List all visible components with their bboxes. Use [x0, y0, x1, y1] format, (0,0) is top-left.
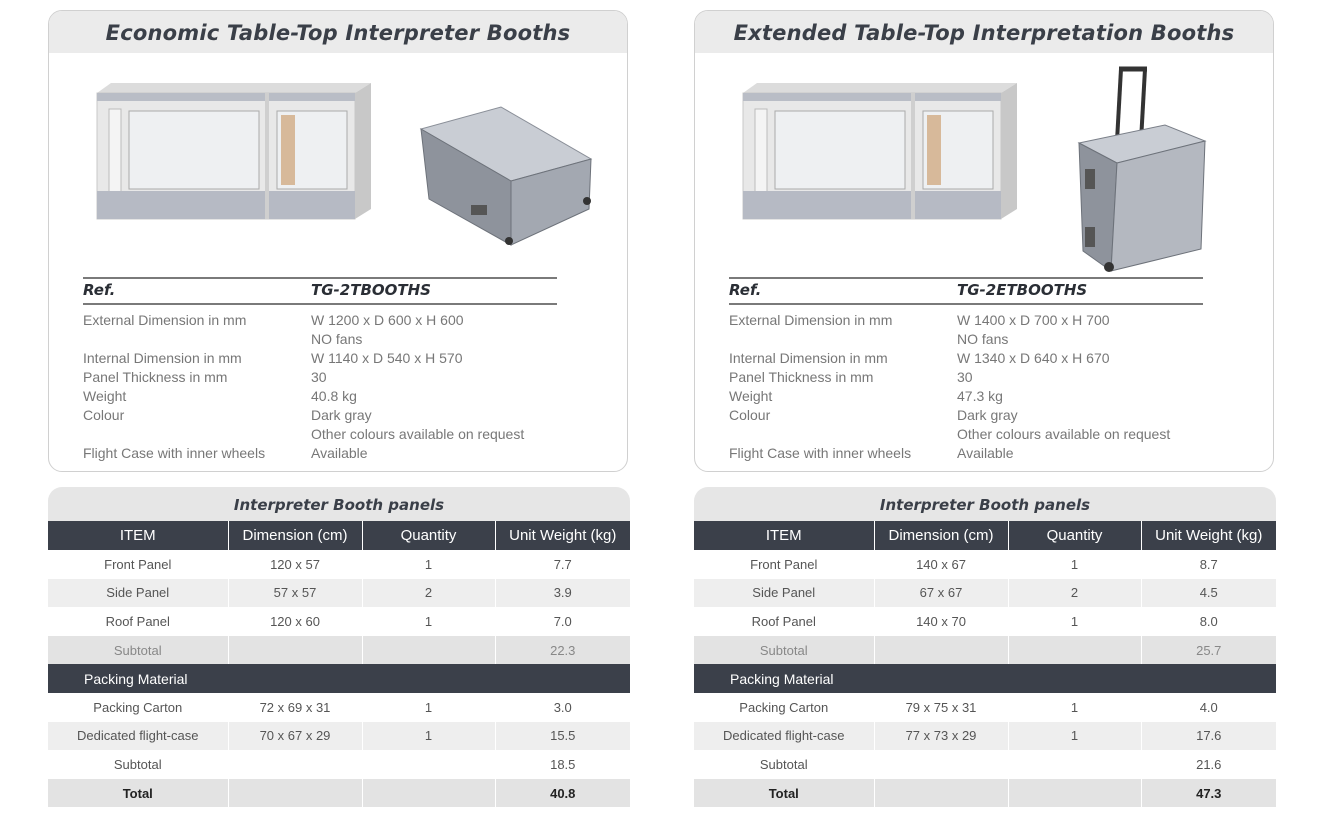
section-row-packing: Packing Material: [694, 664, 1276, 693]
total-row: Total 47.3: [694, 779, 1276, 808]
subtotal-row: Subtotal 25.7: [694, 636, 1276, 665]
spec-internal-dimension: Internal Dimension in mm W 1140 x D 540 x H 570: [83, 350, 463, 366]
table-row: Roof Panel 140 x 70 1 8.0: [694, 607, 1276, 636]
table-header-row: [48, 521, 630, 550]
spec-list: [83, 311, 583, 463]
total-row: Total 40.8: [48, 779, 630, 808]
col-header-item: ITEM: [48, 521, 228, 550]
spec-flight-case: Flight Case with inner wheels Available: [729, 445, 1014, 461]
table-row: Packing Carton 72 x 69 x 31 1 3.0: [48, 693, 630, 722]
spec-panel-thickness: Panel Thickness in mm 30: [729, 369, 973, 385]
table-title: Interpreter Booth panels: [694, 487, 1276, 521]
col-header-quantity: Quantity: [1008, 521, 1141, 550]
table-row: Dedicated flight-case 70 x 67 x 29 1 15.5: [48, 722, 630, 751]
spec-colour: Colour Dark gray Other colours available on request: [729, 407, 1171, 442]
product-title: Extended Table-Top Interpretation Booths: [695, 11, 1273, 53]
subtotal-row: Subtotal 21.6: [694, 750, 1276, 779]
col-header-unit-weight: Unit Weight (kg): [1141, 521, 1276, 550]
panels-table: [694, 521, 1276, 807]
col-header-dimension: Dimension (cm): [874, 521, 1008, 550]
spec-weight: Weight 40.8 kg: [83, 388, 357, 404]
product-card-economic: [48, 10, 628, 472]
subtotal-row: Subtotal 22.3: [48, 636, 630, 665]
product-title: Economic Table-Top Interpreter Booths: [49, 11, 627, 53]
ref-label: Ref.: [729, 281, 762, 299]
booth-product-image: [49, 59, 628, 279]
section-row-packing: Packing Material: [48, 664, 630, 693]
spec-flight-case: Flight Case with inner wheels Available: [83, 445, 368, 461]
table-row: Side Panel 57 x 57 2 3.9: [48, 579, 630, 608]
ref-row: [729, 277, 1203, 305]
table-row: Front Panel 120 x 57 1 7.7: [48, 550, 630, 579]
table-title: Interpreter Booth panels: [48, 487, 630, 521]
booth-product-image: [695, 59, 1274, 279]
col-header-dimension: Dimension (cm): [228, 521, 362, 550]
table-row: Roof Panel 120 x 60 1 7.0: [48, 607, 630, 636]
table-row: Side Panel 67 x 67 2 4.5: [694, 579, 1276, 608]
table-header-row: [694, 521, 1276, 550]
col-header-quantity: Quantity: [362, 521, 495, 550]
ref-value: TG-2ETBOOTHS: [957, 281, 1088, 299]
ref-row: [83, 277, 557, 305]
spec-external-dimension: External Dimension in mm W 1200 x D 600 x H 600 NO fans: [83, 312, 464, 347]
col-header-item: ITEM: [694, 521, 874, 550]
panels-table-economic: [48, 487, 630, 807]
spec-internal-dimension: Internal Dimension in mm W 1340 x D 640 x H 670: [729, 350, 1110, 366]
panels-table: [48, 521, 630, 807]
spec-weight: Weight 47.3 kg: [729, 388, 1003, 404]
col-header-unit-weight: Unit Weight (kg): [495, 521, 630, 550]
table-row: Dedicated flight-case 77 x 73 x 29 1 17.6: [694, 722, 1276, 751]
spec-external-dimension: External Dimension in mm W 1400 x D 700 x H 700 NO fans: [729, 312, 1110, 347]
ref-label: Ref.: [83, 281, 116, 299]
subtotal-row: Subtotal 18.5: [48, 750, 630, 779]
panels-table-extended: [694, 487, 1276, 807]
table-row: Packing Carton 79 x 75 x 31 1 4.0: [694, 693, 1276, 722]
product-card-extended: [694, 10, 1274, 472]
spec-colour: Colour Dark gray Other colours available on request: [83, 407, 525, 442]
spec-list: [729, 311, 1229, 463]
table-row: Front Panel 140 x 67 1 8.7: [694, 550, 1276, 579]
ref-value: TG-2TBOOTHS: [311, 281, 431, 299]
spec-panel-thickness: Panel Thickness in mm 30: [83, 369, 327, 385]
